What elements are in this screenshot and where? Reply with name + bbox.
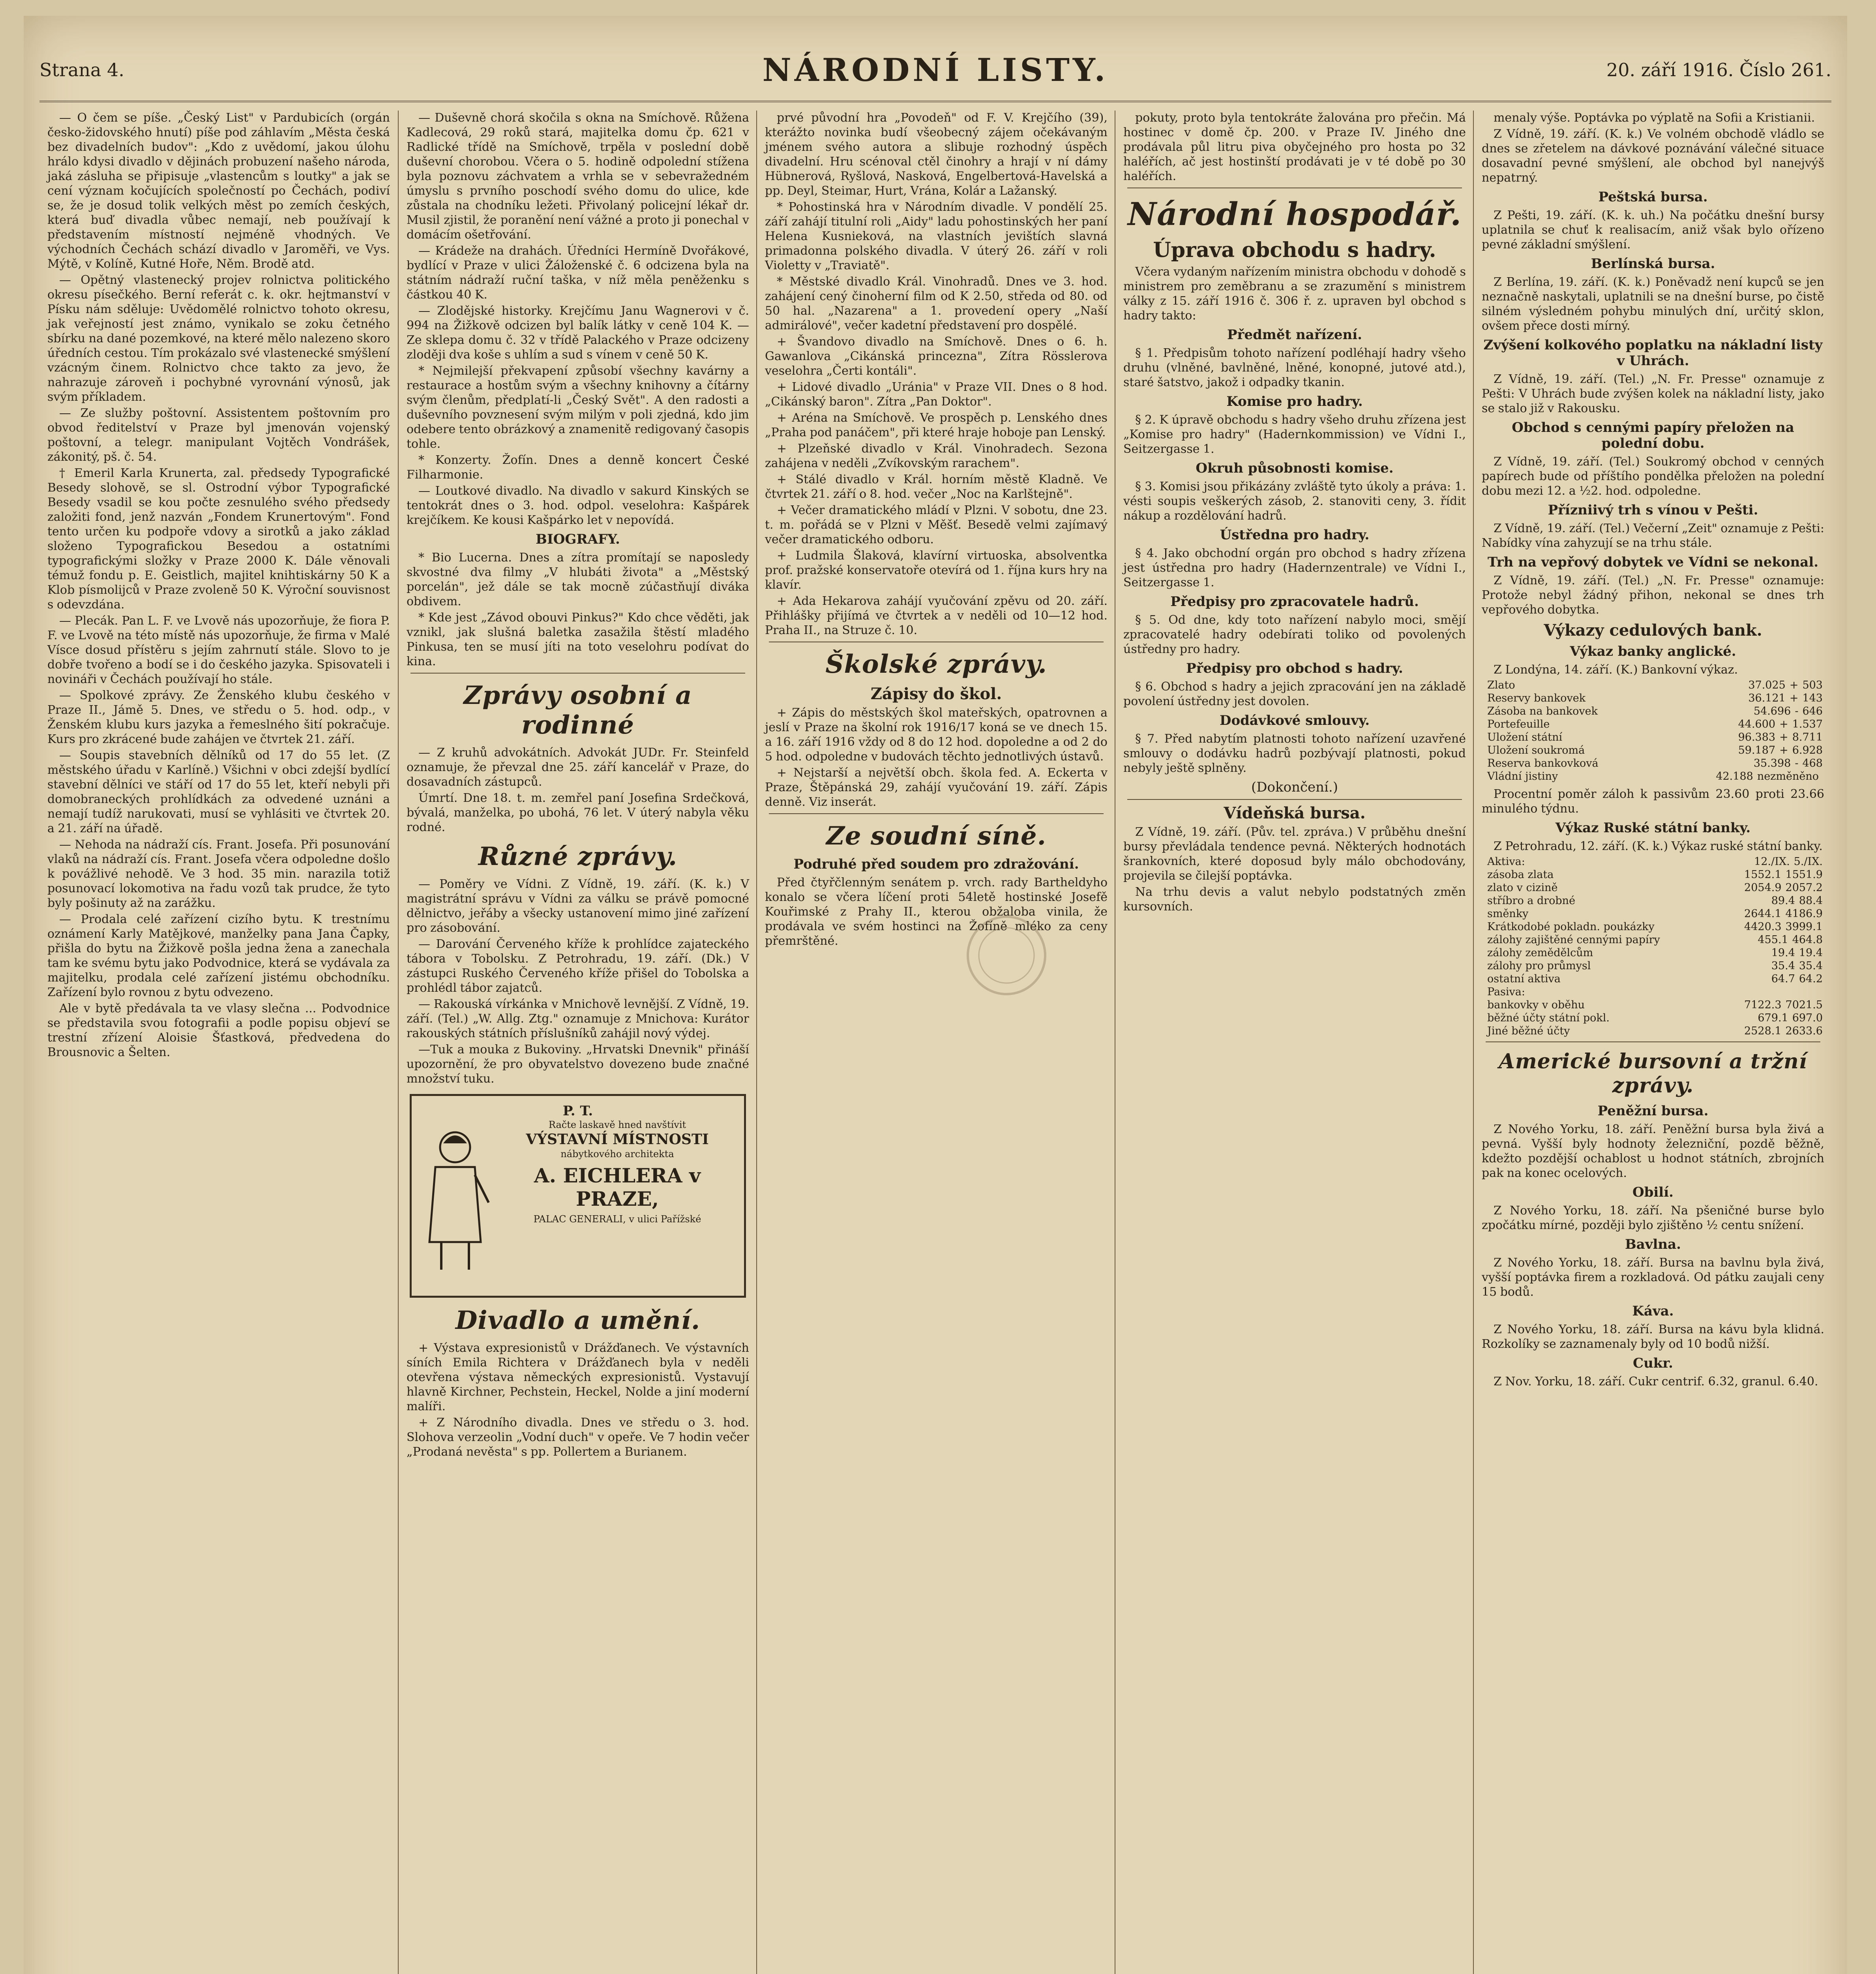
table-row-label: běžné účty státní pokl.: [1487, 1012, 1610, 1024]
table-row-label: Pasiva:: [1487, 986, 1525, 998]
table-cell: 89.4: [1771, 895, 1795, 907]
article-paragraph: * Kde jest „Závod obouvi Pinkus?" Kdo chce věděti, jak vznikl, jak slušná baletka zasažila štěstí mladého Pinkusa, ten se musí jíti na toto veselohru podívat do kina.: [407, 611, 749, 668]
subheading-bank-reports: Výkazy cedulových bank.: [1544, 621, 1762, 640]
table-cell: 2057.2: [1785, 882, 1823, 894]
table-row-label: bankovky v oběhu: [1487, 999, 1585, 1011]
ad-line: Račte laskavě hned navštívit: [548, 1119, 686, 1130]
table-cell: 35.4: [1771, 960, 1795, 972]
article-paragraph: + Večer dramatického mládí v Plzni. V sobotu, dne 23. t. m. pořádá se v Plzni v Měšť. Besedě velmi zajímavý večer dramatického odboru.: [765, 503, 1108, 546]
table-cell: +: [1779, 718, 1788, 730]
table-row: [1483, 920, 1823, 933]
continuation-note: (Dokončení.): [1251, 779, 1338, 795]
article-paragraph: — Loutkové divadlo. Na divadlo v sakurd Kinských se tentokrát dnes o 3. hod. odpol. veselohra: Kašpárek krejčíkem. Ke kousi Kašpárko let v nepovídá.: [407, 484, 749, 527]
article-paragraph: — Darování Červeného kříže k prohlídce zajateckého tábora v Tobolsku. Z Petrohradu, 19. září. (Dk.) V zástupci Ruského Červeného kříže přišel do Tobolska a prohlédl tábor zajatců.: [407, 937, 749, 995]
table-cell: 35.4: [1799, 960, 1823, 972]
table-cell: nezměněno: [1757, 770, 1819, 782]
table-cell: [1815, 985, 1819, 998]
subheading: Výkaz banky anglické.: [1570, 644, 1736, 659]
article-paragraph: + Nejstarší a největší obch. škola fed. A. Eckerta v Praze, Štěpánská 29, zahájí vyučování 19. září. Zápis denně. Viz inserát.: [765, 766, 1108, 809]
table-row: [1483, 770, 1823, 783]
section-heading-schools: Školské zprávy.: [825, 649, 1047, 679]
subheading-school-enrolment: Zápisy do škol.: [870, 685, 1002, 703]
table-cell: 59.187: [1738, 744, 1776, 756]
ad-company-name: A. EICHLERA v PRAZE,: [534, 1164, 701, 1210]
column-2: [398, 111, 757, 1974]
table-cell: 19.4: [1799, 947, 1823, 959]
subheading: Výkaz Ruské státní banky.: [1555, 820, 1751, 836]
table-cell: 36.121: [1748, 692, 1786, 704]
table-row-label: Uložení soukromá: [1487, 744, 1585, 756]
table-row-label: Reserva bankovková: [1487, 757, 1599, 769]
table-row-label: Zlato: [1487, 679, 1515, 691]
newspaper-title: NÁRODNÍ LISTY.: [762, 51, 1109, 88]
table-cell: 42.188: [1716, 770, 1753, 782]
table-row-label: Uložení státní: [1487, 731, 1563, 743]
table-row-label: zálohy zajištěné cennými papíry: [1487, 934, 1660, 946]
subheading: Okruh působnosti komise.: [1196, 460, 1394, 476]
article-paragraph: — Duševně chorá skočila s okna na Smíchově. Růžena Kadlecová, 29 roků stará, majitelka domu čp. 621 v Radlické třídě na Smíchově, trpěla v poslední době duševní chorobou. Včera o 5. hodině odpolední stížena byla poznovu záchvatem a vrhla se v sebevražedném úmyslu s prvního poschodí svého domu do ulice, kde zůstala na chodníku ležeti. Přivolaný policejní lékař dr. Musil zjistil, že poranění není vážné a proto ji ponechal v domácím ošetřování.: [407, 111, 749, 242]
article-paragraph: — Zlodějské historky. Krejčímu Janu Wagnerovi v č. 994 na Žižkově odcizen byl balík látky v ceně 104 K. — Ze sklepa domu č. 32 v třídě Palackého v Praze odcizeny zloději dva koše s uhlím a sud s vínem v ceně 50 K.: [407, 304, 749, 362]
table-row: [1483, 998, 1823, 1011]
table-row-label: Zásoba na bankovek: [1487, 705, 1598, 717]
table-cell: [1819, 985, 1823, 998]
table-cell: 646: [1802, 705, 1823, 717]
table-row: [1483, 959, 1823, 972]
table-cell: 1551.9: [1785, 869, 1823, 881]
article-paragraph: * Městské divadlo Král. Vinohradů. Dnes ve 3. hod. zahájení cený činoherní film od K 2.50, středa od 80. od 50 hal. „Nazarena" a 1. provedení opery „Naší admirálové", večer kadetní představení pro dospělé.: [765, 275, 1108, 332]
table-row-label: zásoba zlata: [1487, 869, 1554, 881]
article-paragraph: Včera vydaným nařízením ministra obchodu v dohodě s ministrem pro zeměbranu a se zrazumění s ministrem války z 15. září 1916 č. 306 ř. z. upraven byl obchod s hadry takto:: [1123, 265, 1466, 323]
table-cell: 35.398: [1753, 757, 1791, 769]
subheading: Předmět nařízení.: [1227, 327, 1362, 343]
table-cell: 503: [1802, 679, 1823, 691]
table-cell: 4420.3: [1744, 921, 1782, 933]
table-cell: 4186.9: [1785, 908, 1823, 920]
subheading: Komise pro hadry.: [1226, 394, 1363, 409]
table-row: [1483, 907, 1823, 920]
article-paragraph: Z Pešti, 19. září. (K. k. uh.) Na počátku dnešní bursy uplatnila se chuť k realisacím, aniž však bylo ořízeno pevné základní smýšlení.: [1482, 208, 1824, 251]
table-row-label: Aktiva:: [1487, 856, 1525, 868]
table-row: [1483, 692, 1823, 705]
article-paragraph: + Výstava expresionistů v Drážďanech. Ve výstavních síních Emila Richtera v Drážďanech byla v neděli otevřena výstava německých expresionistů. Vystavují hlavně Kirchner, Pechstein, Heckel, Nolde a jiní moderní malíři.: [407, 1341, 749, 1413]
table-row: [1483, 757, 1823, 770]
table-row: [1483, 705, 1823, 718]
table-cell: 1552.1: [1744, 869, 1782, 881]
article-paragraph: — Opětný vlastenecký projev rolnictva politického okresu písečkého. Berní referát c. k. okr. hejtmanství v Písku nám sděluje: Uvědomělé rolnictvo tohoto okresu, jak veřejností jest známo, vynikalo se zoku četného sbírku na dané pozemkové, na které mělo nalezeno skoro úředních cestou. Tím prokázalo své vlastenecké smýšlení vzácným činem. Rolnictvo chce takto za jevo, že nahrazuje zároveň i pochybné vyrovnání výnosů, jak svým příkladem.: [47, 273, 390, 404]
article-paragraph: + Zápis do městských škol mateřských, opatrovnen a jeslí v Praze na školní rok 1916/17 koná se ve dnech 15. a 16. září 1916 vždy od 8 do 12 hod. dopoledne a od 2 do 5 hod. odpoledne v budovách těchto jednotlivých ústavů.: [765, 706, 1108, 764]
article-paragraph: Z Vídně, 19. září. (Tel.) Večerní „Zeit" oznamuje z Pešti: Nabídky vína zahyzují se na trhu stále.: [1482, 522, 1824, 550]
table-cell: +: [1779, 744, 1788, 756]
issue-date: 20. září 1916. Číslo 261.: [1606, 59, 1831, 81]
subheading: Bavlna.: [1625, 1237, 1681, 1252]
article-paragraph: § 1. Předpisům tohoto nařízení podléhají hadry všeho druhu (vlněné, bavlněné, lněné, konopné, jutové atd.), staré šatstvo, jakož i odpadky tkanin.: [1123, 346, 1466, 389]
table-cell: 679.1: [1758, 1012, 1788, 1024]
separator: [769, 813, 1104, 814]
table-row: [1483, 1025, 1823, 1038]
article-paragraph: prvé původní hra „Povodeň" od F. V. Krejčího (39), kterážto novinka budí všeobecný zájem očekávaným jménem svého autora a slibuje rozhodný úspěch divadelní. Hru scénoval ctěl činohry a hrají v ní dámy Hübnerová, Ryšlová, Nasková, Engelbertová-Havelská a pp. Deyl, Steimar, Hurt, Vrána, Kolár a Lažanský.: [765, 111, 1108, 198]
table-cell: 7021.5: [1785, 999, 1823, 1011]
table-cell: 2644.1: [1744, 908, 1782, 920]
ad-salutation: P. T.: [562, 1103, 593, 1119]
separator: [410, 673, 745, 674]
table-cell: 44.600: [1738, 718, 1776, 730]
table-cell: +: [1789, 679, 1799, 691]
article-paragraph: Z Vídně, 19. září. (Pův. tel. zpráva.) V průběhu dnešní bursy převládala tendence pevná. Některých hodnotách šrankovních, které doposud byly málo obchodovány, projevila se čilejší poptávka.: [1123, 825, 1466, 883]
column-3: [756, 111, 1115, 1974]
page-number: Strana 4.: [39, 59, 124, 81]
article-paragraph: — Ze služby poštovní. Assistentem poštovním pro obvod ředitelství v Praze byl jmenován vojenský poštovní, a telegr. manipulant Vojtěch Vondrášek, zákonitý, pš. č. 54.: [47, 406, 390, 464]
table-row: [1483, 985, 1823, 998]
table-row-label: Krátkodobé pokladn. poukázky: [1487, 921, 1655, 933]
subheading: Káva.: [1632, 1303, 1674, 1319]
table-row: [1483, 972, 1823, 985]
subheading: Ústředna pro hadry.: [1220, 527, 1370, 543]
article-paragraph: — Spolkové zprávy. Ze Ženského klubu českého v Praze II., Jámě 5. Dnes, ve středu o 5. hod. odp., v Ženském klubu kurs jazyka a řemeslného šití pokračuje. Kurs pro zkrácené bude zahájen ve čtvrtek 21. září.: [47, 689, 390, 746]
subheading: Peštská bursa.: [1598, 189, 1708, 205]
table-row: [1483, 881, 1823, 894]
article-paragraph: * Pohostinská hra v Národním divadle. V pondělí 25. září zahájí titulní roli „Aidy" ladu pohostinských her paní Helena Kusnieková, na vlastních jevištích slavná primadonna polského divadla. V úterý 26. září v roli Violetty v „Traviatě".: [765, 200, 1108, 272]
article-paragraph: — Rakouská vírkánka v Mnichově levnější. Z Vídně, 19. září. (Tel.) „W. Allg. Ztg." oznamuje z Mnichova: Kurátor rakouských státních příslušníků zahájil nový výdej.: [407, 997, 749, 1040]
section-heading-biografy: BIOGRAFY.: [536, 531, 620, 547]
separator: [1486, 1041, 1820, 1042]
table-row-label: Jiné běžné účty: [1487, 1025, 1570, 1037]
table-cell: 464.8: [1792, 934, 1823, 946]
table-cell: 468: [1802, 757, 1823, 769]
article-paragraph: Úmrtí. Dne 18. t. m. zemřel paní Josefina Srdečková, bývalá, manželka, po ubohá, 76 let. V úterý nabyla věku rodné.: [407, 791, 749, 834]
table-cell: 6.928: [1792, 744, 1823, 756]
table-cell: +: [1789, 692, 1799, 704]
table-cell: 2054.9: [1744, 882, 1782, 894]
table-row: [1483, 679, 1823, 692]
article-paragraph: menaly výše. Poptávka po výplatě na Sofii a Kristianii.: [1494, 111, 1815, 125]
subheading: Cukr.: [1633, 1355, 1673, 1371]
article-paragraph: — Poměry ve Vídni. Z Vídně, 19. září. (K. k.) V magistrátní správu v Vídni za válku se právě pomocné dělnictvo, jeřáby a všecky ustanovení mimo jiné zařízení pro zásobování.: [407, 877, 749, 935]
table-cell: 5./IX.: [1794, 856, 1823, 868]
article-paragraph: Procentní poměr záloh k passivům 23.60 proti 23.66 minulého týdnu.: [1482, 787, 1824, 816]
table-cell: 2633.6: [1785, 1025, 1823, 1037]
table-cell: 37.025: [1748, 679, 1786, 691]
table-row-label: stříbro a drobné: [1487, 895, 1576, 907]
separator: [1127, 799, 1462, 800]
ad-line: VÝSTAVNÍ MÍSTNOSTI: [526, 1131, 709, 1148]
table-row-label: ostatní aktiva: [1487, 973, 1561, 985]
ad-line: nábytkového architekta: [560, 1148, 674, 1160]
subheading: Předpisy pro obchod s hadry.: [1186, 661, 1403, 676]
article-paragraph: + Ada Hekarova zahájí vyučování zpěvu od 20. září. Přihlášky přijímá ve čtvrtek a v neděli od 10—12 hod. Praha II., na Struze č. 10.: [765, 594, 1108, 637]
table-cell: 697.0: [1792, 1012, 1823, 1024]
subheading: Přízniivý trh s vínou v Pešti.: [1548, 502, 1758, 518]
table-cell: 19.4: [1771, 947, 1795, 959]
table-cell: 54.696: [1753, 705, 1791, 717]
masthead-rule: [39, 101, 1831, 102]
table-row: [1483, 894, 1823, 907]
article-paragraph: Z Vídně, 19. září. (Tel.) „N. Fr. Presse" oznamuje z Pešti: V Uhrách bude zvýšen kolek na nákladní listy, jako se stalo již v Rakousku.: [1482, 372, 1824, 415]
article-paragraph: Z Nového Yorku, 18. září. Na pšeničné burse bylo zpočátku mírné, později bylo zjištěno ½ centu snížení.: [1482, 1204, 1824, 1232]
section-heading-various: Různé zprávy.: [478, 842, 678, 871]
table-cell: 12./IX.: [1754, 856, 1790, 868]
section-heading-court: Ze soudní síně.: [826, 821, 1046, 851]
table-row: [1483, 731, 1823, 744]
article-paragraph: pokuty, proto byla tentokráte žalována pro přečin. Má hostinec v domě čp. 200. v Praze IV. Jiného dne prodávala půl litru piva obyčejného pro hosta po 32 haléřích, ač jest hostinští prodávati je v té době po 30 haléřích.: [1123, 111, 1466, 183]
table-cell: 143: [1802, 692, 1823, 704]
man-figure-illustration: [420, 1124, 491, 1274]
article-paragraph: + Lidové divadlo „Uránia" v Praze VII. Dnes o 8 hod. „Cikánský baron". Zítra „Pan Doktor".: [765, 380, 1108, 409]
table-row-label: zálohy pro průmysl: [1487, 960, 1591, 972]
article-paragraph: —Tuk a mouka z Bukoviny. „Hrvatski Dnevnik" přináší upozornění, že pro obyvatelstvo dovezeno bude značné množství tuku.: [407, 1043, 749, 1086]
article-paragraph: § 6. Obchod s hadry a jejich zpracování jen na základě povolení ústředny jest dovolen.: [1123, 680, 1466, 708]
table-row: [1483, 933, 1823, 946]
table-row: [1483, 946, 1823, 959]
article-paragraph: * Nejmilejší překvapení způsobí všechny kavárny a restaurace a hostům svým a všechny knihovny a čítárny svým členům, předplatí-li „Český Svět". A den radosti a duševního povznesení svým milým v poli zjedná, kdo jim odebere tento obrázkový a znamenitě redigovaný časopis tohle.: [407, 364, 749, 451]
subheading: Obilí.: [1632, 1184, 1674, 1200]
subheading: Předpisy pro zpracovatele hadrů.: [1170, 594, 1419, 610]
article-paragraph: Z Berlína, 19. září. (K. k.) Poněvadž není kupců se jen neznačně naskytali, uplatnili se na dnešní burse, po čistě silném výsledném pohybu minulých dní, určitý sklon, ovšem přece dosti mírný.: [1482, 275, 1824, 333]
article-paragraph: Na trhu devis a valut nebylo podstatných změn kursovních.: [1123, 885, 1466, 914]
subheading-rags-trade: Úprava obchodu s hadry.: [1153, 238, 1436, 262]
column-5: [1473, 111, 1832, 1974]
table-cell: -: [1795, 757, 1799, 769]
table-row-label: zálohy zemědělcům: [1487, 947, 1593, 959]
section-heading-economy: Národní hospodář.: [1127, 195, 1462, 233]
article-paragraph: — Prodala celé zařízení cizího bytu. K trestnímu oznámení Karly Matějkové, manželky pana Jana Čapky, přišla do bytu na Žižkově pošla jedna žena a zanechala tam ke svému bytu jako Podvodnice, která se vydávala za majitelku, prodala celé zařízení jistému obchodníku. Zařízení bylo rovnou z bytu odvezeno.: [47, 912, 390, 999]
article-paragraph: § 4. Jako obchodní orgán pro obchod s hadry zřízena jest ústředna pro hadry (Hadernzentrale) ve Vídni I., Seitzergasse 1.: [1123, 546, 1466, 589]
article-paragraph: — Krádeže na drahách. Úředníci Hermíně Dvořákové, bydlící v Praze v ulici Žáloženské č. 6 odcizena byla na státním nádraží ruční taška, v níž měla peněženku s částkou 40 K.: [407, 244, 749, 302]
article-paragraph: — Nehoda na nádraží cís. Frant. Josefa. Při posunování vlaků na nádraží cís. Frant. Josefa včera odpoledne došlo k povážlivé nehodě. Ve 3 hod. 35 min. narazila totiž posunovací lokomotiva na řadu vozů tak prudce, že tyto byly pošinuty až na zarážku.: [47, 838, 390, 910]
table-row: [1483, 718, 1823, 731]
table-cell: 1.537: [1792, 718, 1823, 730]
article-paragraph: Z Nového Yorku, 18. září. Bursa na bavlnu byla živá, vyšší poptávka firem a rozkladová. Od pátku zaujali ceny 15 bodů.: [1482, 1256, 1824, 1299]
table-row-label: směnky: [1487, 908, 1529, 920]
article-paragraph: § 7. Před nabytím platnosti tohoto nařízení uzavřené smlouvy o dodávku hadrů pozbývají platnosti, pokud nebyly ještě splněny.: [1123, 732, 1466, 775]
article-paragraph: § 5. Od dne, kdy toto nařízení nabylo moci, smějí zpracovatelé hadry odebírati toliko od povolených ústředny pro hadry.: [1123, 613, 1466, 656]
table-cell: 8.711: [1792, 731, 1823, 743]
article-paragraph: + Švandovo divadlo na Smíchově. Dnes o 6. h. Gawanlova „Cikánská princezna", Zítra Rösslerova veselohra „Čerti kontáli".: [765, 335, 1108, 378]
article-paragraph: Z Vídně, 19. září. (K. k.) Ve volném obchodě vládlo se dnes se zřetelem na dávkové poznávání válečné situace dosavadní pevné smýšlení, ale obchod byl nanejvýš nepatrný.: [1482, 127, 1824, 185]
table-row-label: Vládní jistiny: [1487, 770, 1558, 782]
advertisement-eichler: [410, 1094, 746, 1298]
table-cell: -: [1795, 705, 1799, 717]
article-paragraph: § 3. Komisi jsou přikázány zvláště tyto úkoly a práva: 1. vésti soupis veškerých zásob, 2. stanoviti ceny, 3. řídit nákup a rozdělování hadrů.: [1123, 480, 1466, 523]
table-cell: 64.2: [1799, 973, 1823, 985]
masthead: [39, 51, 1831, 95]
newspaper-page: [24, 16, 1847, 1974]
article-paragraph: + Aréna na Smíchově. Ve prospěch p. Lenského dnes „Praha pod panáčem", při které hraje hoboje pan Lenský.: [765, 411, 1108, 439]
article-paragraph: Z Nového Yorku, 18. září. Peněžní bursa byla živá a pevná. Vyšší byly hodnoty železniční, pozdě běžně, kdežto pozdější ochablost u hodnot státních, zbrojních pak na konec ocelových.: [1482, 1122, 1824, 1180]
article-paragraph: + Z Národního divadla. Dnes ve středu o 3. hod. Slohova verzeolin „Vodní duch" v opeře. Ve 7 hodin večer „Prodaná nevěsta" s pp. Pollertem a Burianem.: [407, 1416, 749, 1459]
subheading: Zvýšení kolkového poplatku na nákladní listy v Uhrách.: [1483, 337, 1823, 369]
article-paragraph: § 2. K úpravě obchodu s hadry všeho druhu zřízena jest „Komise pro hadry" (Hadernkommission) ve Vídni I., Seitzergasse 1.: [1123, 413, 1466, 456]
article-paragraph: Před čtyřčlenným senátem p. vrch. rady Bartheldyho konalo se včera líčení proti 54letě hostinské Josefě Kouřimské z Prahy II., kterou obžaloba vinila, že prodávala ve svém hostinci na Žofíně mléko za ceny přemrštěné.: [765, 876, 1108, 948]
subheading-vienna-exchange: Vídeňská bursa.: [1224, 804, 1366, 822]
table-row: [1483, 1011, 1823, 1025]
article-paragraph: + Plzeňské divadlo v Král. Vinohradech. Sezona zahájena v neděli „Zvíkovským rarachem".: [765, 442, 1108, 470]
article-paragraph: Z Vídně, 19. září. (Tel.) Soukromý obchod v cenných papírech bude od příštího pondělka přeložen na polední dobu mezi 12. a ½2. hod. odpoledne.: [1482, 455, 1824, 498]
columns: [39, 111, 1831, 1974]
article-paragraph: * Konzerty. Žofín. Dnes a denně koncert České Filharmonie.: [407, 453, 749, 482]
table-cell: 88.4: [1799, 895, 1823, 907]
bank-england-table: [1483, 679, 1823, 783]
article-paragraph: — Plecák. Pan L. F. ve Lvově nás upozorňuje, že fiora P. F. ve Lvově na této místě nás upozorňuje, že firma v Malé Vísce dosud přístěru s jejím zahrnutí stále. Slovo to je dobře tvořeno a bodí se i do českého jazyka. Spisovateli i novináři v Čechách používají ho stále.: [47, 614, 390, 686]
table-cell: 96.383: [1738, 731, 1776, 743]
table-cell: [1819, 770, 1823, 783]
article-paragraph: + Ludmila Šlaková, klavírní virtuoska, absolventka prof. pražské konservatoře otevírá od 1. října kurs hry na klavír.: [765, 549, 1108, 592]
article-paragraph: * Bio Lucerna. Dnes a zítra promítají se naposledy skvostné dva filmy „V hlubáti života" a „Městský porcelán", jež dále se tak mocně zúčastňují diváka obdivem.: [407, 551, 749, 608]
article-paragraph: + Stálé divadlo v Král. horním městě Kladně. Ve čtvrtek 21. září o 8. hod. večer „Noc na Karlštejně".: [765, 473, 1108, 501]
russian-bank-table: [1483, 855, 1823, 1038]
article-paragraph: — O čem se píše. „Český List" v Pardubicích (orgán česko-židovského hnutí) píše pod záhlavím „Města česká bez divadelních budov": „Kdo z uvědomí, jakou úlohu hrálo kdysi divadlo v dějinách probuzení našeho národa, jaká zásluha se připisuje „vlastencům s loutky" a jak se cení význam kočujících společností po Čechách, podiví se, že je dosud tolik velkých měst po zemích českých, která buď divadla vůbec nemají, neb používají k představením místností nejméně vhodných. Ve východních Čechách schází divadlo v Jaroměři, ve Vys. Mýtě, v Kolíně, Kutné Hoře, Něm. Brodě atd.: [47, 111, 390, 271]
table-row: [1483, 868, 1823, 881]
table-row-label: zlato v cizině: [1487, 882, 1558, 894]
subheading: Berlínská bursa.: [1591, 256, 1715, 272]
article-paragraph: † Emeril Karla Krunerta, zal. předsedy Typografické Besedy slohově, se sl. Ostrodní výbor Typografické Besedy vsadil se kou počte zesnulého svého předsedy založiti fond, jenž nazván „Fondem Krunertovým". Fond tento určen ku podpoře vdovy a sirotků a jako základ složeno Typografickou Besedou a ostatními typografickými složky v Praze 2000 K. Dále věnovali témuž fondu p. E. Geistlich, majitel knihtiskárny 50 K a Klob písmolijců v Praze zvoleně 50 K. Výroční souvisnost s odevzdána.: [47, 466, 390, 612]
subheading-court-case: Podruhé před soudem pro zdražování.: [793, 856, 1079, 872]
table-cell: 64.7: [1771, 973, 1795, 985]
ad-address: PALAC GENERALI, v ulici Pařížské: [533, 1214, 701, 1225]
article-paragraph: — Soupis stavebních dělníků od 17 do 55 let. (Z městského úřadu v Karlíně.) Všichni v obci zdejší bydlící stavební dělníci ve stáří od 17 do 55 let, kteří nebyli při domobraneckých prohlídkách za odvedené uznáni a nemají tudíž narukovati, musí se vyhlásiti ve čtvrtek 20. a 21. září na úřadě.: [47, 749, 390, 835]
subheading: Peněžní bursa.: [1597, 1103, 1709, 1119]
table-cell: 3999.1: [1785, 921, 1823, 933]
article-paragraph: Ale v bytě předávala ta ve vlasy slečna ... Podvodnice se představila svou fotografii a podle popisu objeví se trestní zřízení Aloisie Šťastková, předvedena do Brousnovic a Šelten.: [47, 1002, 390, 1059]
table-cell: 455.1: [1758, 934, 1788, 946]
article-paragraph: Z Petrohradu, 12. září. (K. k.) Výkaz ruské státní banky.: [1494, 839, 1823, 853]
article-paragraph: Z Nového Yorku, 18. září. Bursa na kávu byla klidná. Rozkolíky se zaznamenaly byly od 10 bodů nižší.: [1482, 1323, 1824, 1351]
library-stamp: [963, 912, 1050, 999]
subheading: Dodávkové smlouvy.: [1219, 713, 1370, 728]
section-heading-theatre: Divadlo a umění.: [455, 1306, 701, 1335]
column-4: [1115, 111, 1474, 1974]
section-heading-personal: Zprávy osobní a rodinné: [463, 681, 692, 740]
table-row-label: Portefeuille: [1487, 718, 1550, 730]
table-cell: 2528.1: [1744, 1025, 1782, 1037]
table-row: [1483, 744, 1823, 757]
subheading: Obchod s cennými papíry přeložen na polední dobu.: [1512, 420, 1794, 451]
table-cell: +: [1779, 731, 1788, 743]
column-1: [39, 111, 398, 1974]
article-paragraph: Z Londýna, 14. září. (K.) Bankovní výkaz.: [1494, 663, 1738, 677]
article-paragraph: — Z kruhů advokátních. Advokát JUDr. Fr. Steinfeld oznamuje, že převzal dne 25. září kancelář v Praze, do dosavadních zástupců.: [407, 746, 749, 789]
subheading: Trh na vepřový dobytek ve Vídni se nekonal.: [1487, 554, 1819, 570]
article-paragraph: Z Nov. Yorku, 18. září. Cukr centrif. 6.32, granul. 6.40.: [1494, 1375, 1818, 1389]
table-row-label: Reservy bankovek: [1487, 692, 1586, 704]
section-heading-american: Americké bursovní a tržní zprávy.: [1499, 1049, 1807, 1098]
table-row: [1483, 855, 1823, 868]
table-cell: 7122.3: [1744, 999, 1782, 1011]
article-paragraph: Z Vídně, 19. září. (Tel.) „N. Fr. Presse" oznamuje: Protože nebyl žádný přihon, nekonal se dnes trh vepřového dobytka.: [1482, 574, 1824, 617]
